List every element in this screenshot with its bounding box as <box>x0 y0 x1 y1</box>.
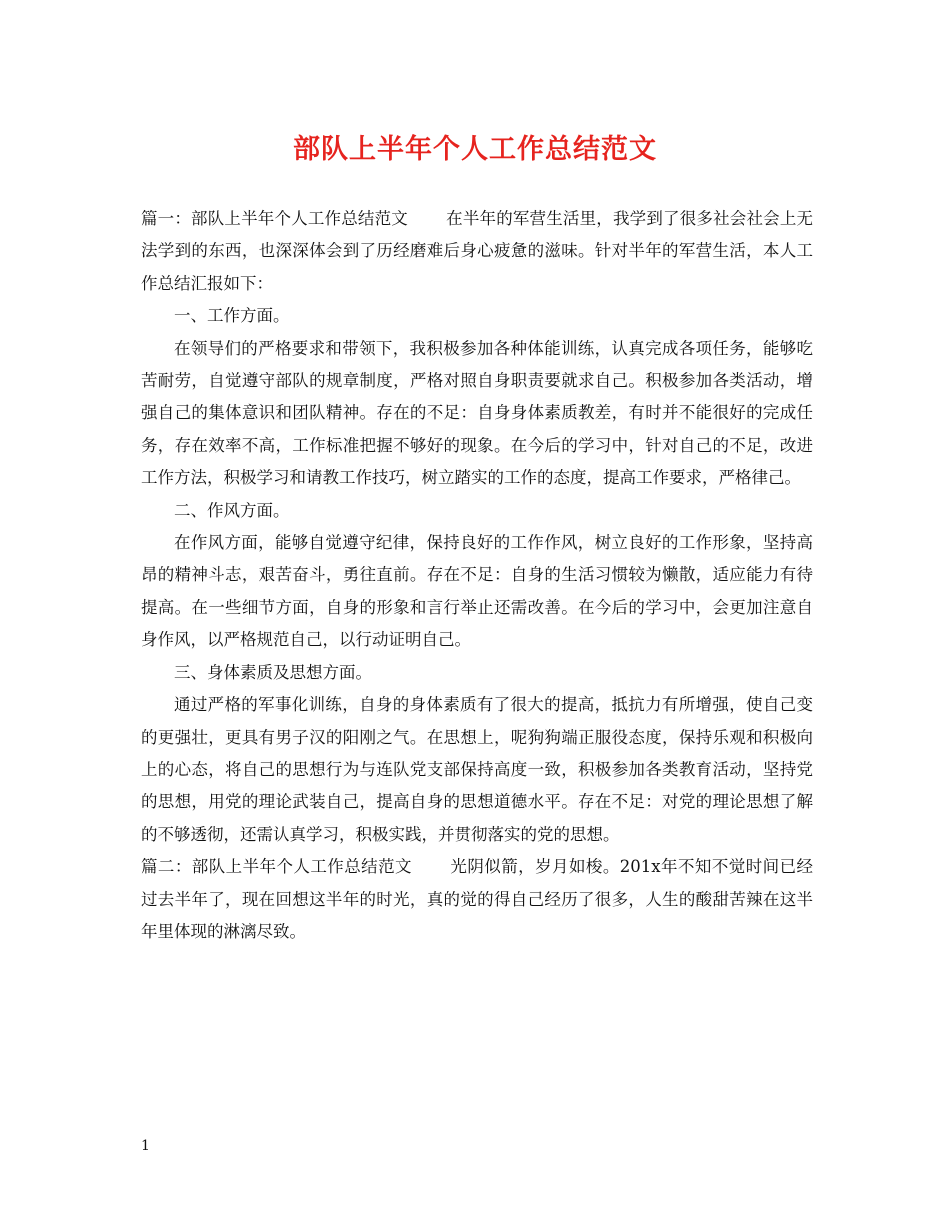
document-body <box>141 203 813 948</box>
section2-heading: 二、作风方面。 <box>174 500 290 520</box>
section3-text: 通过严格的军事化训练，自身的身体素质有了很大的提高，抵抗力有所增强，使自己变的更强壮，更具有男子汉的阳刚之气。在思想上，呢狗狗端正服役态度，保持乐观和积极向上的心态，将自己的思想行为与连队党支部保持高度一致，积极参加各类教育活动，坚持党的思想，用党的理论武装自己，提高自身的思想道德水平。存在不足：对党的理论思想了解的不够透彻，还需认真学习，积极实践，并贯彻落实的党的思想。 <box>141 695 813 844</box>
page-number: 1 <box>141 1138 150 1154</box>
section2-text: 在作风方面，能够自觉遵守纪律，保持良好的工作作风，树立良好的工作形象，坚持高昂的精神斗志，艰苦奋斗，勇往直前。存在不足：自身的生活习惯较为懒散，适应能力有待提高。在一些细节方面，自身的形象和言行举止还需改善。在今后的学习中，会更加注意自身作风，以严格规范自己，以行动证明自己。 <box>141 533 813 650</box>
article2-heading: 篇二：部队上半年个人工作总结范文 <box>141 857 412 877</box>
article1-intro: 在半年的军营生活里，我学到了很多社会社会上无法学到的东西，也深深体会到了历经磨难后身心疲惫的滋味。针对半年的军营生活，本人工作总结汇报如下： <box>141 209 814 293</box>
article2-intro: 光阴似箭，岁月如梭。201x年不知不觉时间已经过去半年了，现在回想这半年的时光，真的觉的得自己经历了很多，人生的酸甜苦辣在这半年里体现的淋漓尽致。 <box>141 857 813 941</box>
article1-intro-paragraph <box>141 203 813 300</box>
article1-heading: 篇一：部队上半年个人工作总结范文 <box>141 209 408 228</box>
article2-intro-paragraph <box>141 851 813 948</box>
document-title: 部队上半年个人工作总结范文 <box>293 134 657 165</box>
section3-heading: 三、身体素质及思想方面。 <box>174 662 372 682</box>
section1-heading: 一、工作方面。 <box>174 306 290 326</box>
section1-text: 在领导们的严格要求和带领下，我积极参加各种体能训练，认真完成各项任务，能够吃苦耐劳，自觉遵守部队的规章制度，严格对照自身职责要就求自己。积极参加各类活动，增强自己的集体意识和团队精神。存在的不足：自身身体素质教差，有时并不能很好的完成任务，存在效率不高，工作标准把握不够好的现象。在今后的学习中，针对自己的不足，改进工作方法，积极学习和请教工作技巧，树立踏实的工作的态度，提高工作要求，严格律己。 <box>141 338 813 488</box>
